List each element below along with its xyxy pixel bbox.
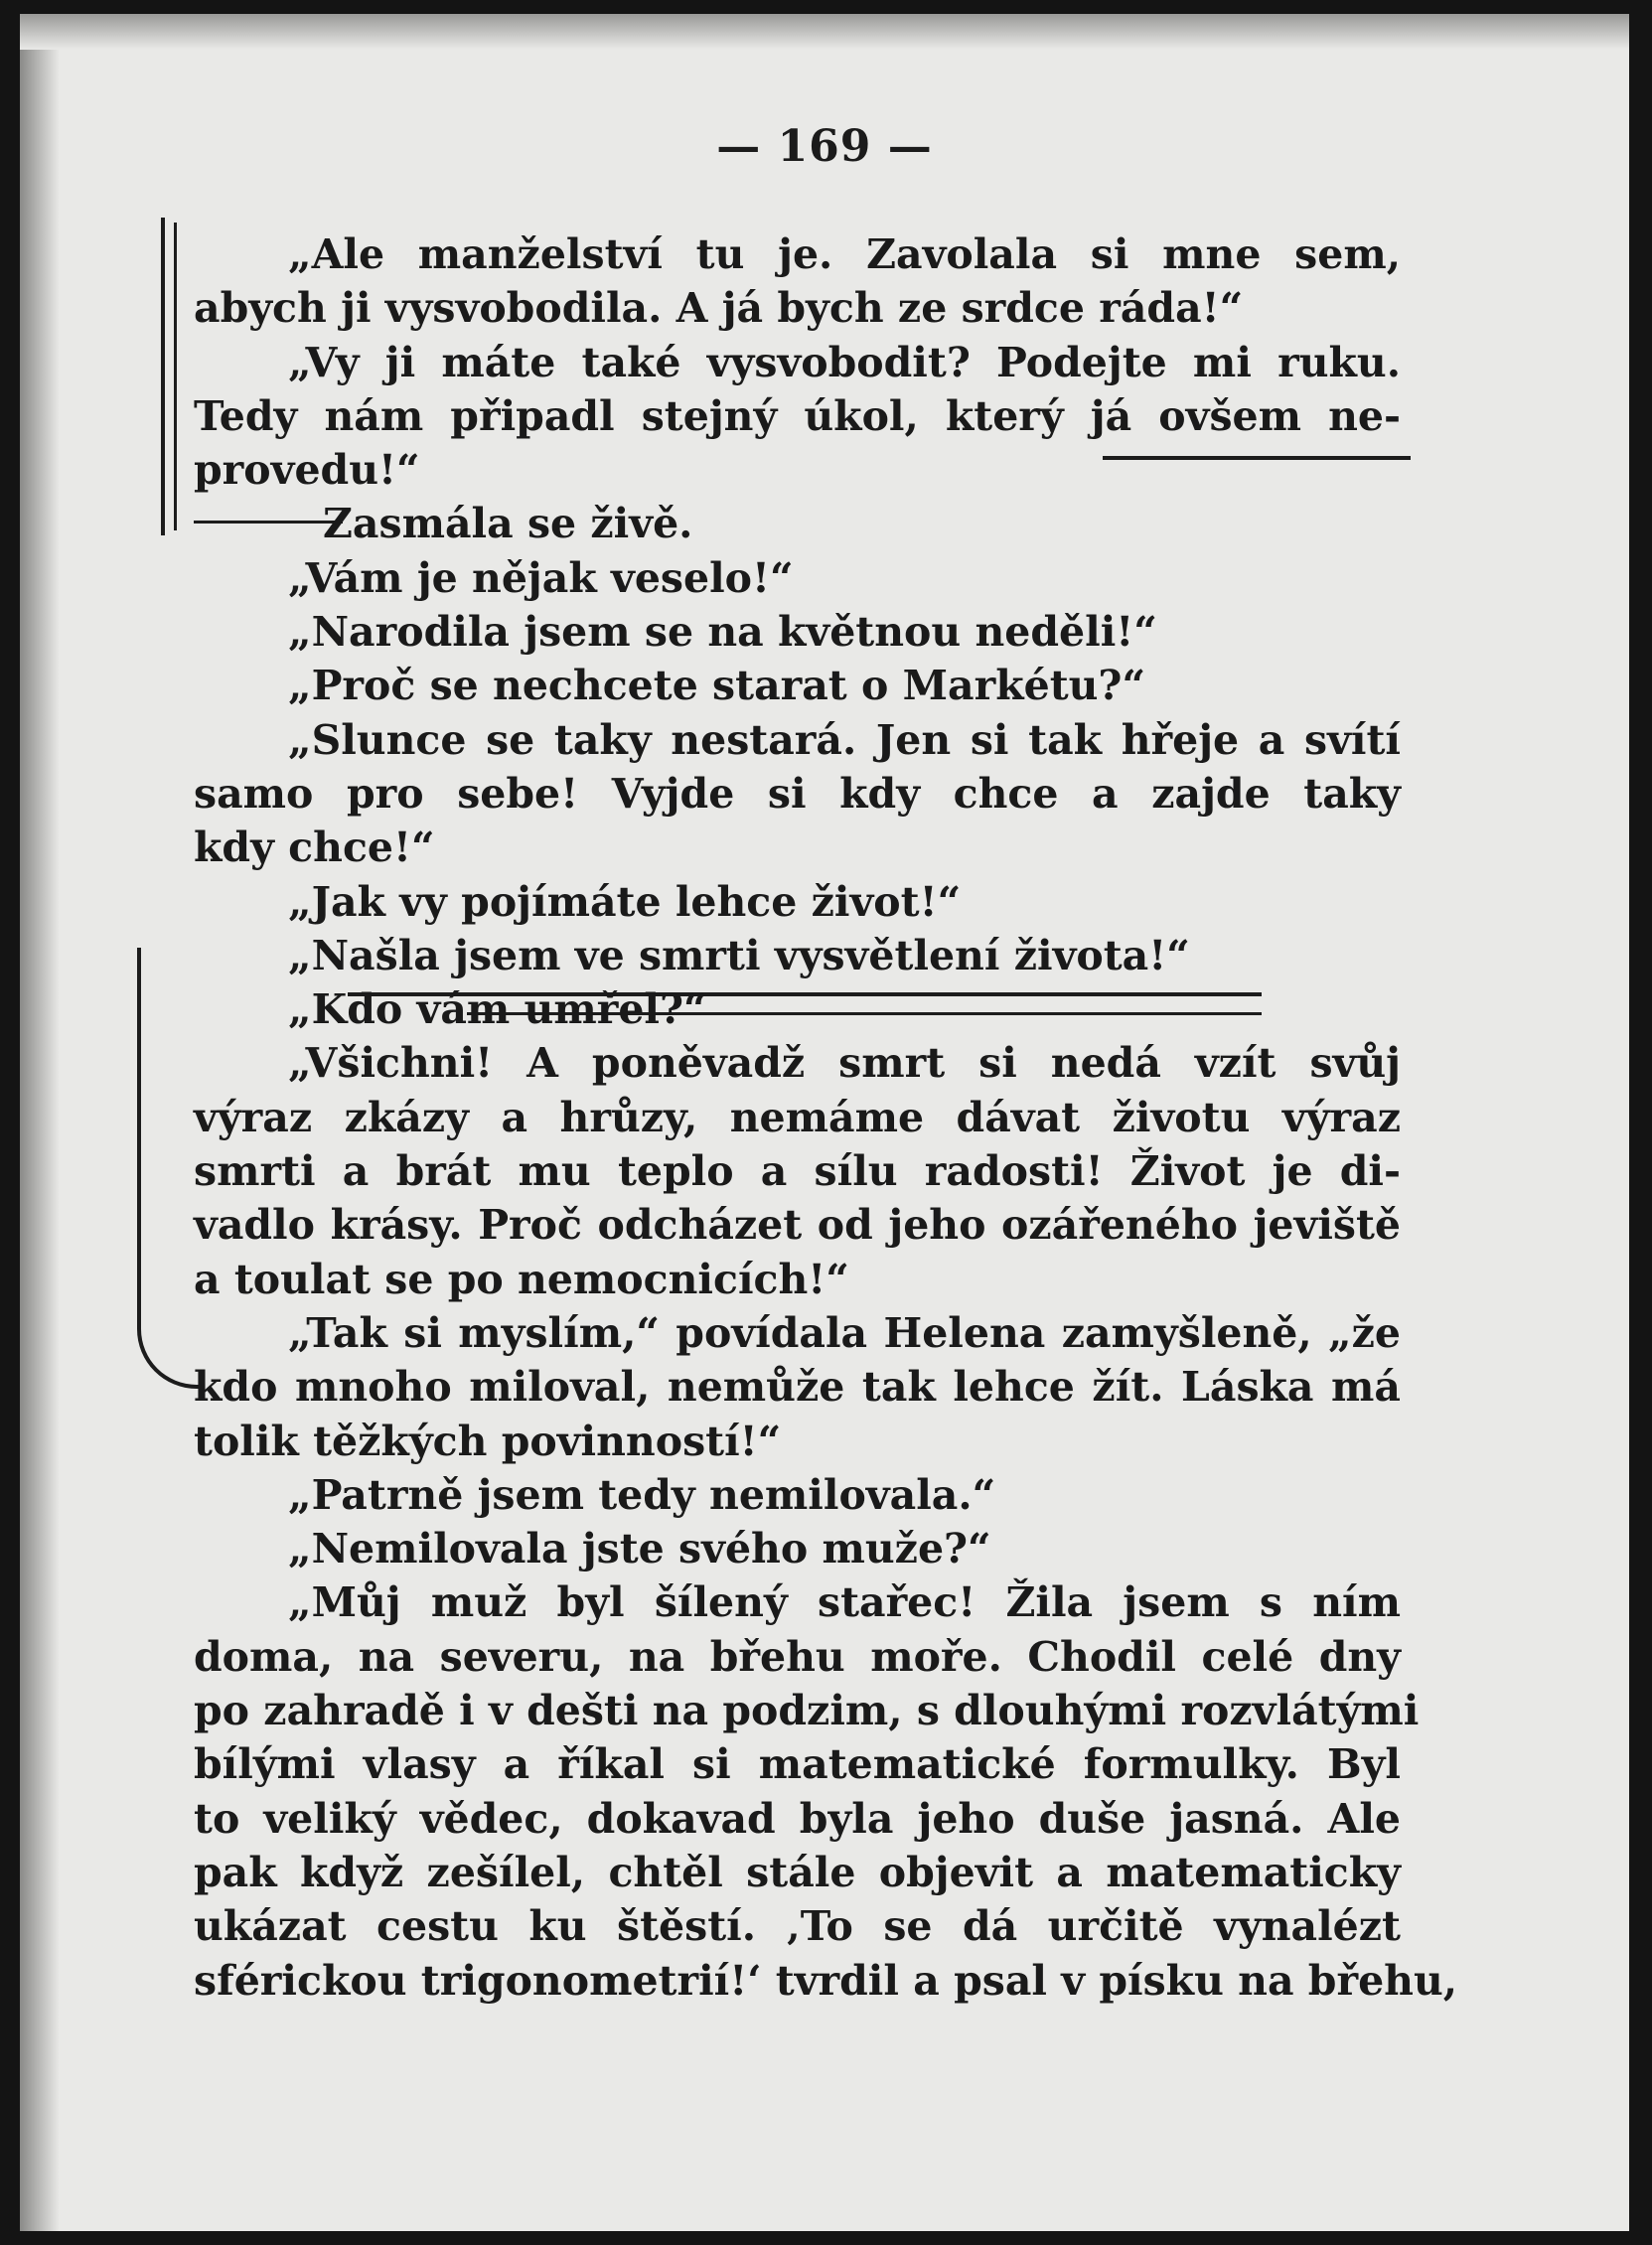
page-number: — 169 — (716, 121, 933, 172)
text-line: „Patrně jsem tedy nemilovala.“ (288, 1470, 996, 1519)
margin-bracket (137, 948, 201, 1389)
text-line: doma, na severu, na břehu moře. Chodil celé dny (194, 1632, 1401, 1681)
text-line: „Narodila jsem se na květnou neděli!“ (288, 608, 1157, 657)
text-line: smrti a brát mu teplo a sílu radosti! Život je di- (194, 1147, 1401, 1196)
text-line: „Ale manželství tu je. Zavolala si mne sem, (288, 230, 1401, 278)
text-line: to veliký vědec, dokavad byla jeho duše jasná. Ale (194, 1794, 1401, 1843)
text-line: ukázat cestu ku štěstí. ‚To se dá určitě vynalézt (194, 1902, 1401, 1951)
text-line: vadlo krásy. Proč odcházet od jeho ozářeného jeviště (194, 1201, 1401, 1250)
text-line: „Slunce se taky nestará. Jen si tak hřeje a svítí (288, 715, 1401, 764)
margin-line-1 (161, 218, 165, 535)
text-line: pak když zešílel, chtěl stále objevit a matematicky (194, 1848, 1401, 1896)
text-line: Zasmála se živě. (323, 500, 693, 548)
page-top-shadow (20, 14, 1629, 50)
text-line: „Našla jsem ve smrti vysvětlení života!“ (288, 931, 1190, 979)
text-line: „Proč se nechcete starat o Markétu?“ (288, 662, 1146, 710)
text-line: provedu!“ (194, 446, 420, 495)
text-line: kdy chce!“ (194, 823, 435, 872)
text-line: kdo mnoho miloval, nemůže tak lehce žít. Láska má (194, 1363, 1401, 1412)
text-line: výraz zkázy a hrůzy, nemáme dávat životu výraz (194, 1093, 1401, 1141)
text-line: bílými vlasy a říkal si matematické formulky. Byl (194, 1740, 1401, 1789)
text-line: sférickou trigonometrií!‘ tvrdil a psal v písku na břehu, (194, 1956, 1458, 2005)
text-line: „Nemilovala jste svého muže?“ (288, 1525, 991, 1573)
text-line: a toulat se po nemocnicích!“ (194, 1255, 849, 1303)
book-page (20, 14, 1629, 2231)
text-line: „Vám je nějak veselo!“ (288, 553, 794, 602)
text-line: „Všichni! A poněvadž smrt si nedá vzít svůj (288, 1039, 1401, 1088)
text-line: „Tak si myslím,“ povídala Helena zamyšleně, „že (288, 1308, 1401, 1357)
page-edge-shadow (20, 14, 60, 2231)
text-line: „Jak vy pojímáte lehce život!“ (288, 877, 962, 926)
text-line: „Vy ji máte také vysvobodit? Podejte mi ruku. (288, 338, 1401, 386)
margin-line-2 (174, 223, 177, 530)
text-line: Tedy nám připadl stejný úkol, který já ovšem ne- (194, 391, 1401, 440)
text-line: „Můj muž byl šílený stařec! Žila jsem s ním (288, 1578, 1401, 1627)
text-line: abych ji vysvobodila. A já bych ze srdce ráda!“ (194, 284, 1244, 333)
text-line: tolik těžkých povinností!“ (194, 1417, 782, 1465)
text-line: po zahradě i v dešti na podzim, s dlouhými rozvlátými (194, 1687, 1420, 1735)
body-text (194, 227, 1458, 2008)
text-line: „Kdo vám umřel?“ (288, 985, 707, 1034)
text-line: samo pro sebe! Vyjde si kdy chce a zajde taky (194, 769, 1401, 818)
